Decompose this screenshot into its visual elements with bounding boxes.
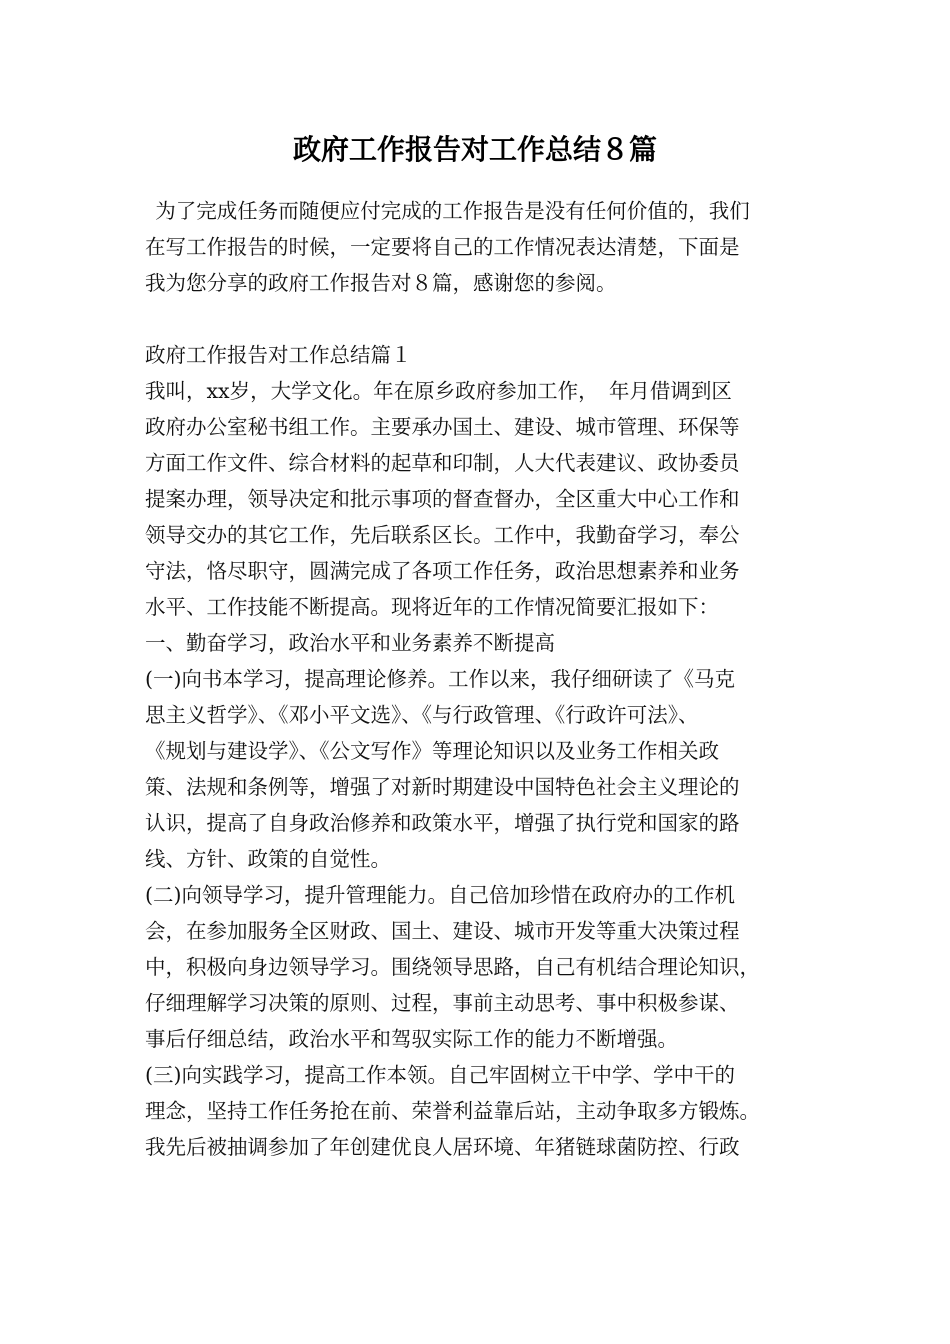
paragraph-line: 思主义哲学》、《邓小平文选》、《与行政管理、《行政许可法》、 [145,703,699,727]
paragraph-line: 会，在参加服务全区财政、国土、建设、城市开发等重大决策过程 [145,919,740,943]
paragraph-line: (三)向实践学习，提高工作本领。自己牢固树立干中学、学中干的 [145,1063,735,1087]
paragraph-gap [145,301,815,337]
document-title: 政府工作报告对工作总结８篇 [292,133,657,166]
subsection-2 [145,877,815,1057]
paragraph-line: 守法，恪尽职守，圆满完成了各项工作任务，政治思想素养和业务 [145,559,740,583]
paragraph-line: 提案办理，领导决定和批示事项的督查督办，全区重大中心工作和 [145,487,740,511]
subsection-1 [145,661,815,877]
paragraph-line: (二)向领导学习，提升管理能力。自己倍加珍惜在政府办的工作机 [145,883,735,907]
subsection-3 [145,1057,815,1165]
paragraph-line: 策、法规和条例等，增强了对新时期建设中国特色社会主义理论的 [145,775,740,799]
document-body [145,193,815,1165]
intro-line: 在写工作报告的时候，一定要将自己的工作情况表达清楚，下面是 [145,235,740,259]
intro-paragraph [145,193,815,301]
paragraph-line: 我叫，xx岁，大学文化。年在原乡政府参加工作， 年月借调到区 [145,379,732,403]
paragraph-line: 方面工作文件、综合材料的起草和印制，人大代表建议、政协委员 [145,451,740,475]
paragraph-line: 水平、工作技能不断提高。现将近年的工作情况简要汇报如下： [145,595,719,619]
intro-line: 为了完成任务而随便应付完成的工作报告是没有任何价值的，我们 [155,199,750,223]
paragraph-line: 线、方针、政策的自觉性。 [145,847,391,871]
heading-1: 一、勤奋学习，政治水平和业务素养不断提高 [145,631,555,655]
intro-line: 我为您分享的政府工作报告对８篇，感谢您的参阅。 [145,271,617,295]
paragraph-line: 我先后被抽调参加了年创建优良人居环境、年猪链球菌防控、行政 [145,1135,740,1159]
paragraph-line: 领导交办的其它工作，先后联系区长。工作中，我勤奋学习，奉公 [145,523,740,547]
paragraph-line: (一)向书本学习，提高理论修养。工作以来，我仔细研读了《马克 [145,667,735,691]
section-heading: 政府工作报告对工作总结篇１ [145,343,412,367]
paragraph-line: 政府办公室秘书组工作。主要承办国土、建设、城市管理、环保等 [145,415,740,439]
paragraph-line: 认识，提高了自身政治修养和政策水平，增强了执行党和国家的路 [145,811,740,835]
paragraph-line: 中，积极向身边领导学习。围绕领导思路，自己有机结合理论知识， [145,955,760,979]
paragraph-line: 事后仔细总结，政治水平和驾驭实际工作的能力不断增强。 [145,1027,678,1051]
paragraph-line: 仔细理解学习决策的原则、过程，事前主动思考、事中积极参谋、 [145,991,740,1015]
paragraph-line: 理念，坚持工作任务抢在前、荣誉利益靠后站，主动争取多方锻炼。 [145,1099,760,1123]
paragraph-1 [145,373,815,625]
paragraph-line: 《规划与建设学》、《公文写作》等理论知识以及业务工作相关政 [145,739,719,763]
